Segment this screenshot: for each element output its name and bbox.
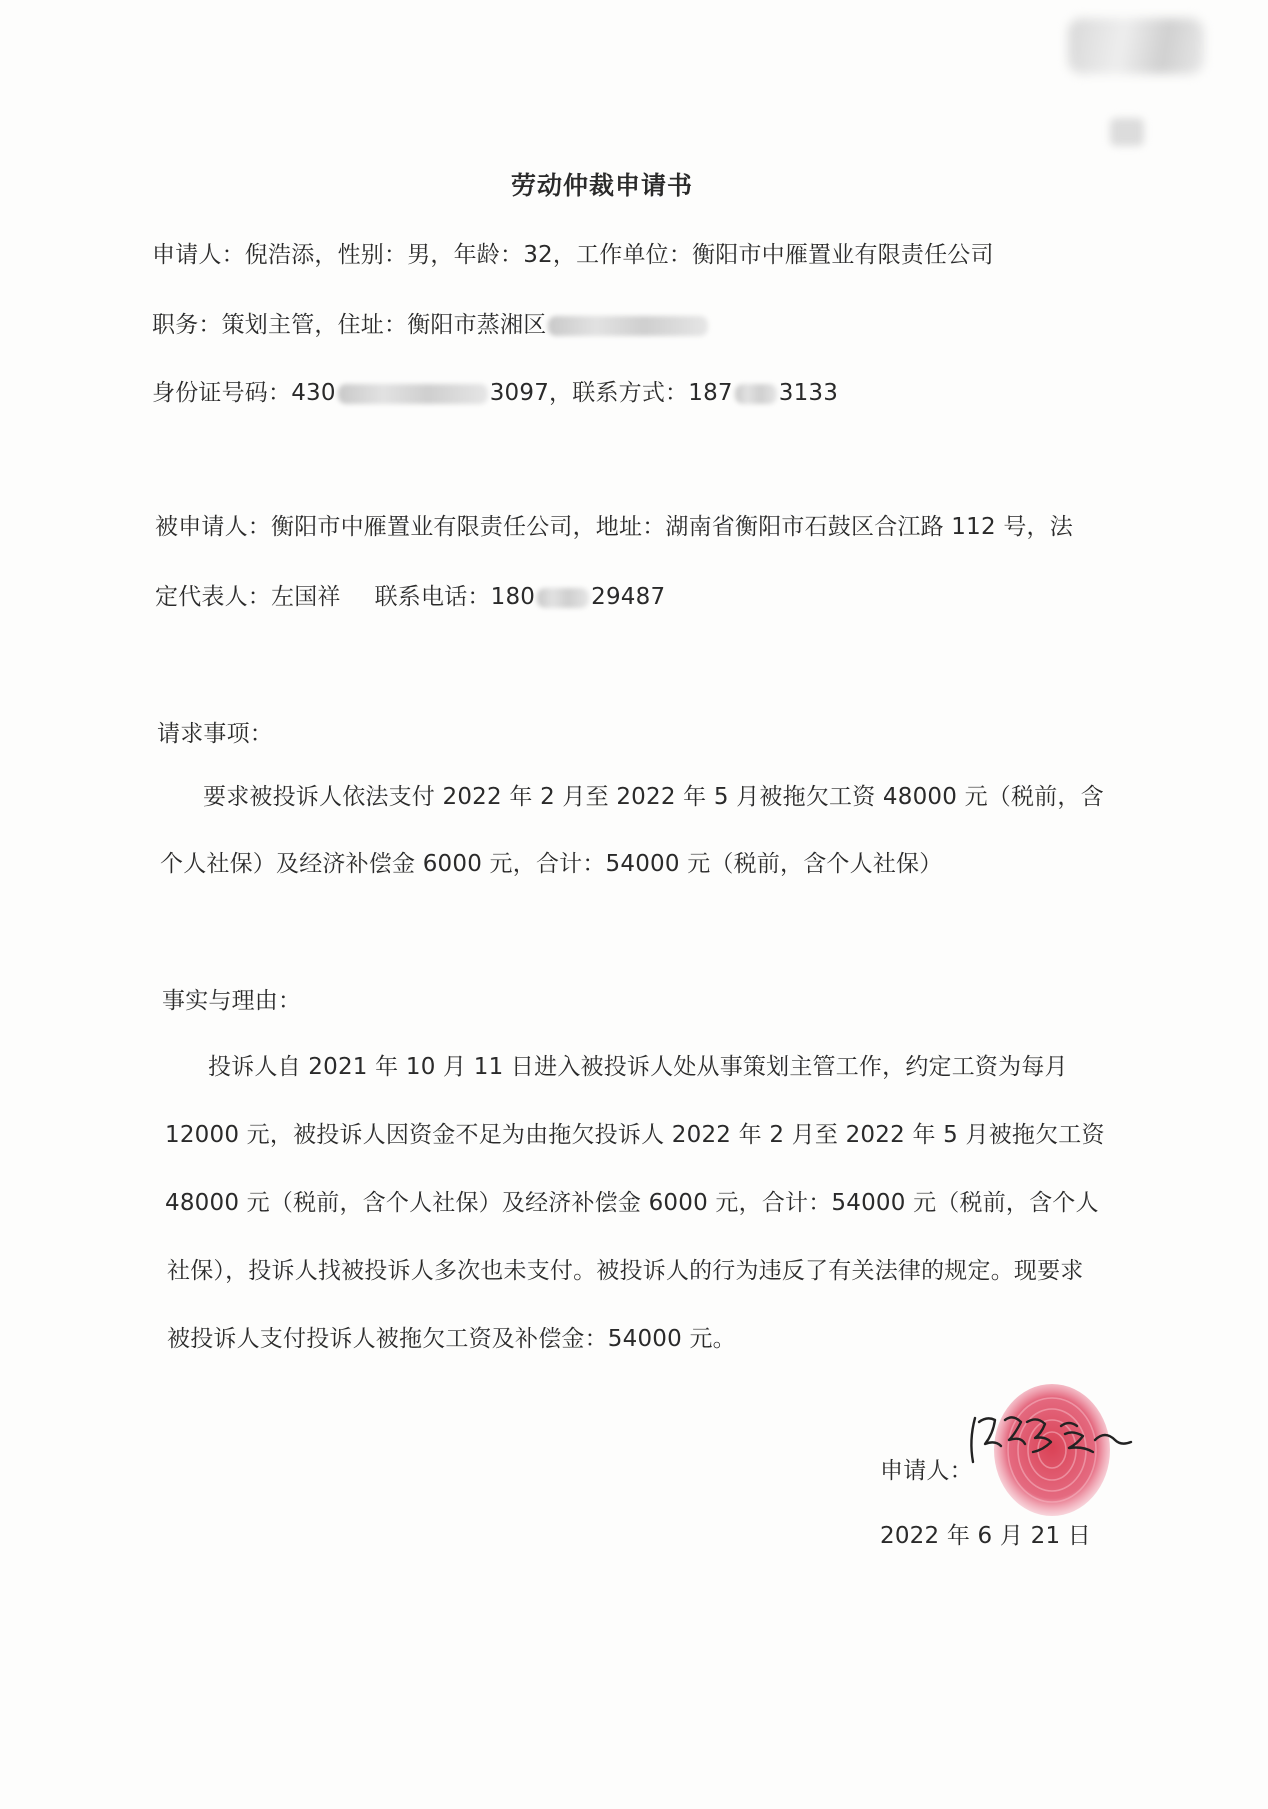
facts-line-1: 投诉人自 2021 年 10 月 11 日进入被投诉人处从事策划主管工作，约定工资为每月	[208, 1054, 1068, 1080]
respondent-line-2	[155, 578, 665, 611]
redacted-address	[548, 316, 708, 336]
id-label: 身份证号码：	[152, 380, 292, 406]
id-end: 3097	[489, 380, 550, 406]
legal-representative: 定代表人：左国祥	[155, 584, 341, 610]
claims-heading: 请求事项：	[157, 721, 273, 747]
contact-label: ，联系方式：	[549, 380, 689, 406]
redacted-phone	[735, 384, 777, 404]
applicant-line-2	[152, 306, 710, 339]
handwritten-signature	[965, 1400, 1137, 1470]
signature-label: 申请人：	[880, 1458, 973, 1484]
respondent-line-1: 被申请人：衡阳市中雁置业有限责任公司，地址：湖南省衡阳市石鼓区合江路 112 号，法	[155, 514, 1073, 540]
redacted-respondent-phone	[537, 588, 589, 608]
applicant-line-1: 申请人：倪浩添，性别：男，年龄：32，工作单位：衡阳市中雁置业有限责任公司	[152, 242, 994, 268]
phone-start: 187	[688, 380, 733, 406]
signature-date: 2022 年 6 月 21 日	[880, 1523, 1091, 1549]
redacted-id	[338, 384, 488, 404]
applicant-line-3	[152, 374, 838, 407]
redacted-header-mark	[1068, 18, 1204, 74]
id-start: 430	[291, 380, 336, 406]
facts-line-5: 被投诉人支付投诉人被拖欠工资及补偿金：54000 元。	[167, 1326, 736, 1352]
phone-end: 3133	[778, 380, 839, 406]
facts-line-3: 48000 元（税前，含个人社保）及经济补偿金 6000 元，合计：54000 元（税前，含个人	[165, 1190, 1099, 1216]
claims-line-2: 个人社保）及经济补偿金 6000 元，合计：54000 元（税前，含个人社保）	[160, 851, 943, 877]
respondent-phone-end: 29487	[591, 584, 666, 610]
redacted-header-mark-small	[1110, 118, 1144, 146]
facts-heading: 事实与理由：	[162, 988, 302, 1014]
respondent-phone-label: 联系电话：	[374, 584, 491, 610]
claims-line-1: 要求被投诉人依法支付 2022 年 2 月至 2022 年 5 月被拖欠工资 48000 元（税前，含	[203, 784, 1104, 810]
facts-line-2: 12000 元，被投诉人因资金不足为由拖欠投诉人 2022 年 2 月至 2022 年 5 月被拖欠工资	[165, 1122, 1105, 1148]
facts-line-4: 社保），投诉人找被投诉人多次也未支付。被投诉人的行为违反了有关法律的规定。现要求	[167, 1258, 1084, 1284]
respondent-phone-start: 180	[490, 584, 536, 610]
applicant-title-address: 职务：策划主管，住址：衡阳市蒸湘区	[152, 312, 547, 338]
document-title: 劳动仲裁申请书	[510, 171, 693, 200]
